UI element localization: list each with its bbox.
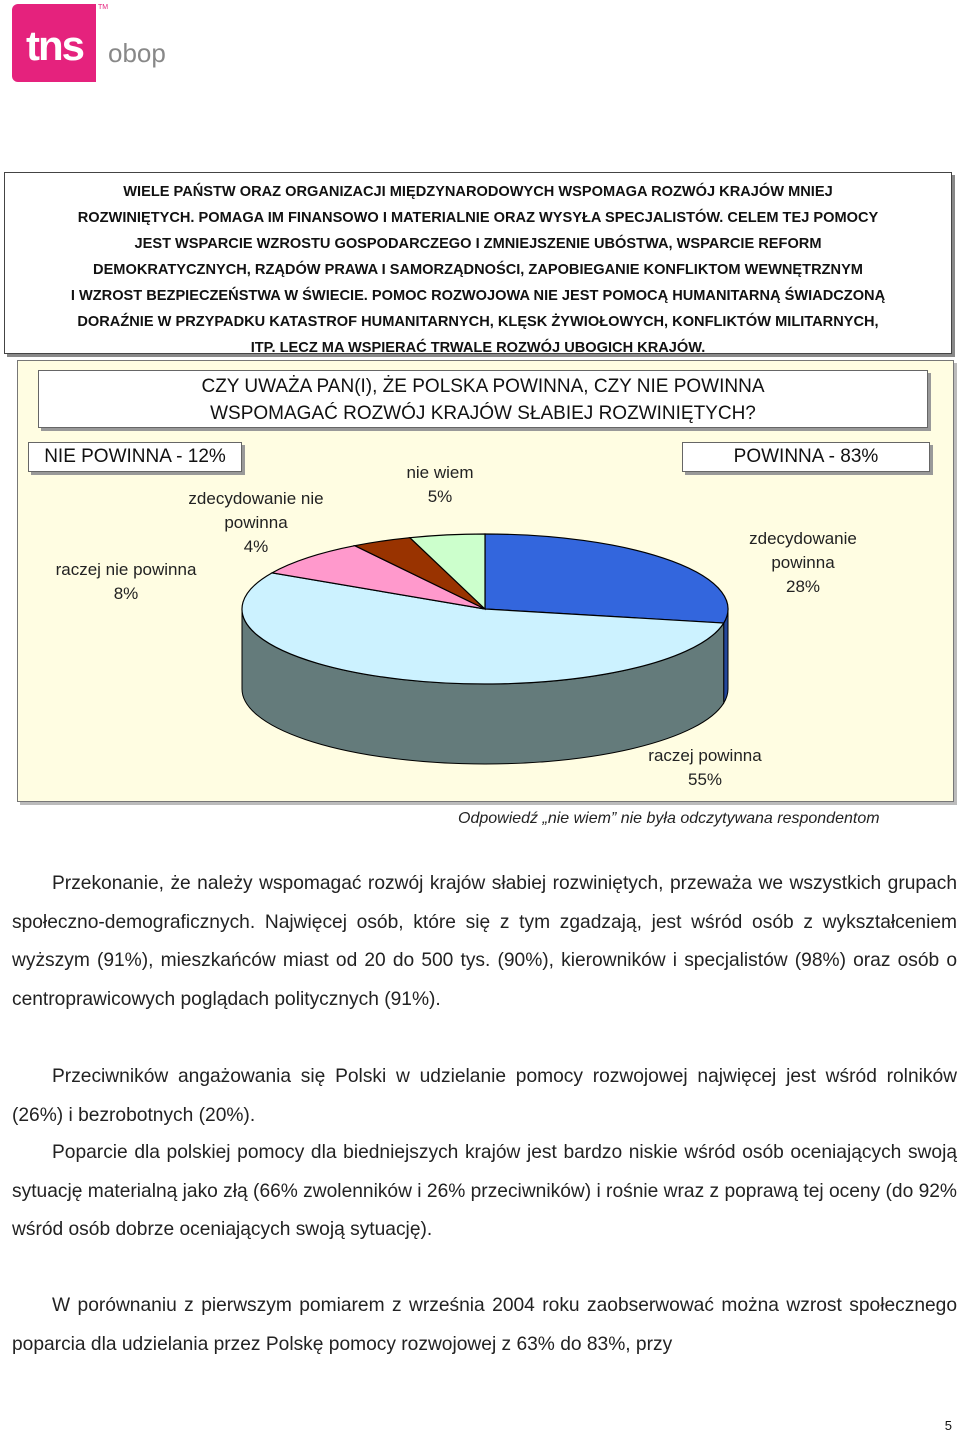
slice-label-line: powinna [224,513,288,532]
slice-label-line: zdecydowanie nie [188,489,324,508]
paragraph-text: Przeciwników angażowania się Polski w udzielanie pomocy rozwojowej najwięcej jest wśród rolników (26%) i bezrobotnych (20%). [12,1066,957,1126]
paragraph-text: Poparcie dla polskiej pomocy dla biedniejszych krajów jest bardzo niskie wśród osób oceniających swoją sytuację materialną jako złą (66% zwolenników i 26% przeciwników) i rośnie wraz z poprawą tej oceny (do 92% wśród osób dobrze oceniających swoją sytuację). [12,1142,957,1240]
logo-sub-text: obop [108,38,166,68]
slice-label-value: 55% [687,770,723,789]
slice-label-value: 5% [427,487,453,506]
slice-label-dont-know [380,461,500,509]
pie-slice-strongly-should [485,534,728,623]
intro-line: ITP. LECZ MA WSPIERAĆ TRWALE ROZWÓJ UBOGICH KRAJÓW. [250,340,706,356]
slice-label-line: nie wiem [406,463,474,482]
slice-label-line: raczej powinna [648,746,762,765]
slice-label-line: zdecydowanie [749,529,857,548]
intro-line: I WZROST BEZPIECZEŃSTWA W ŚWIECIE. POMOC ROZWOJOWA NIE JEST POMOCĄ HUMANITARNĄ ŚWIADCZONĄ [70,288,886,304]
page-number: 5 [944,1418,952,1433]
chart-title [38,370,928,428]
slice-label-line: raczej nie powinna [55,560,197,579]
paragraph-text: W porównaniu z pierwszym pomiarem z września 2004 roku zaobserwować można wzrost społecznego poparcia dla udzielania przez Polskę pomocy rozwojowej z 63% do 83%, przy [12,1295,957,1355]
group-label-should: POWINNA - 83% [682,442,930,472]
intro-line: JEST WSPARCIE WZROSTU GOSPODARCZEGO I ZMNIEJSZENIE UBÓSTWA, WSPARCIE REFORM [134,236,822,252]
slice-label-strongly-should [728,527,878,599]
paragraph-text: Przekonanie, że należy wspomagać rozwój krajów słabiej rozwiniętych, przeważa we wszystkich grupach społeczno-demograficznych. Najwięcej osób, które się z tym zgadzają, jest wśród osób z wykształceniem wyższym (91%), mieszkańców miast od 20 do 500 tys. (90%), kierowników i specjalistów (98%) oraz osób o centroprawicowych poglądach politycznych (91%). [12,873,957,1010]
slice-label-line: powinna [771,553,835,572]
chart-note: Odpowiedź „nie wiem” nie była odczytywana respondentom [458,810,880,827]
logo-trademark: TM [98,4,109,11]
slice-label-strongly-not [166,487,346,559]
slice-label-value: 28% [785,577,821,596]
chart-title-line: WSPOMAGAĆ ROZWÓJ KRAJÓW SŁABIEJ ROZWINIĘTYCH? [210,403,756,424]
chart-title-line: CZY UWAŻA PAN(I), ŻE POLSKA POWINNA, CZY NIE POWINNA [201,376,765,397]
intro-line: DORAŹNIE W PRZYPADKU KATASTROF HUMANITARNYCH, KLĘSK ŻYWIOŁOWYCH, KONFLIKTÓW MILITARNYCH, [77,314,879,330]
slice-label-rather-should [630,744,780,792]
group-label-not-should: NIE POWINNA - 12% [28,442,242,472]
intro-line: DEMOKRATYCZNYCH, RZĄDÓW PRAWA I SAMORZĄDNOŚCI, ZAPOBIEGANIE KONFLIKTOM WEWNĘTRZNYM [93,262,863,278]
intro-line: ROZWINIĘTYCH. POMAGA IM FINANSOWO I MATERIALNIE ORAZ WYSYŁA SPECJALISTÓW. CELEM TEJ POMOCY [77,210,879,226]
logo-main-text: tns [26,22,83,69]
slice-label-rather-not [36,558,216,606]
slice-label-value: 4% [243,537,269,556]
intro-line: WIELE PAŃSTW ORAZ ORGANIZACJI MIĘDZYNARODOWYCH WSPOMAGA ROZWÓJ KRAJÓW MNIEJ [123,184,833,200]
slice-label-value: 8% [113,584,139,603]
